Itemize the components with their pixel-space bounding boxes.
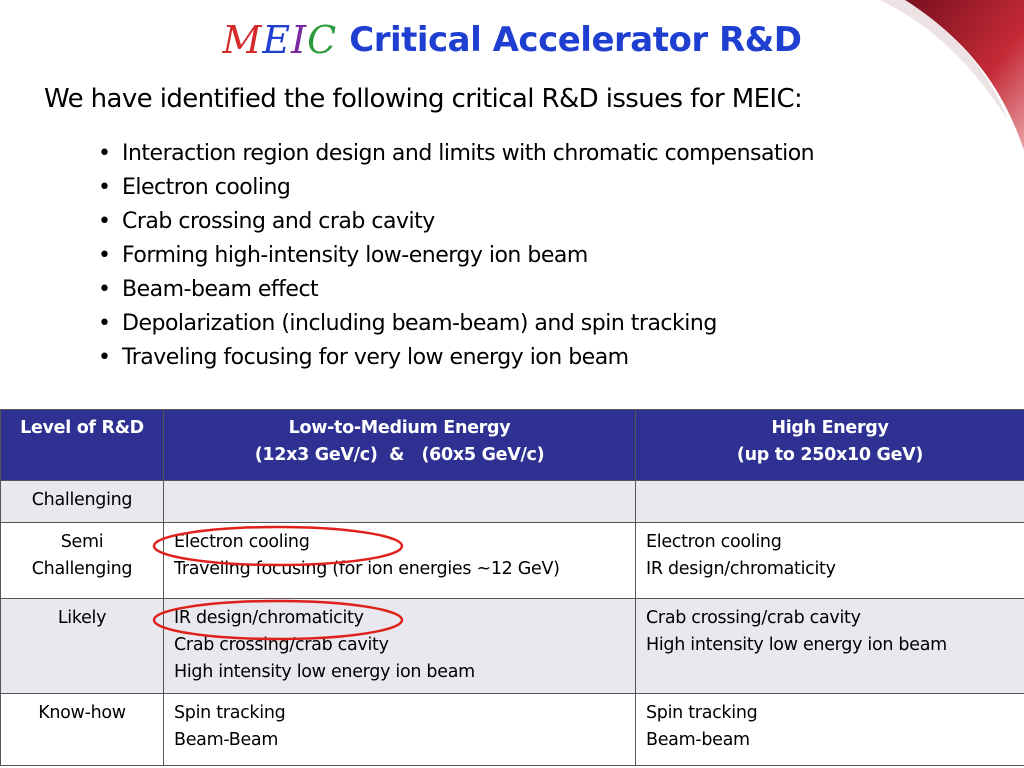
- list-item-text: Electron cooling: [122, 175, 291, 200]
- header-level: [1, 410, 164, 481]
- cell-text: Spin tracking: [646, 703, 758, 723]
- level-text: Likely: [57, 608, 107, 628]
- bullet-icon: •: [98, 345, 111, 370]
- list-item-text: Forming high-intensity low-energy ion beam: [122, 243, 588, 268]
- high-energy-cell: [636, 481, 1024, 523]
- cell-text: Crab crossing/crab cavity: [646, 608, 861, 628]
- list-item-text: Beam-beam effect: [122, 277, 319, 302]
- cell-text: Spin tracking: [174, 703, 286, 723]
- list-item: [96, 137, 814, 171]
- cell-text: High intensity low energy ion beam: [646, 635, 947, 655]
- logo-letter-i: I: [291, 18, 308, 62]
- bullet-icon: •: [98, 277, 111, 302]
- cell-text: Electron cooling: [646, 532, 782, 552]
- level-cell: [1, 523, 164, 599]
- cell-text: IR design/chromaticity: [646, 559, 836, 579]
- rd-level-table: [0, 409, 1024, 766]
- high-energy-cell: [636, 694, 1024, 766]
- cell-text: Beam-beam: [646, 730, 750, 750]
- list-item: [96, 171, 814, 205]
- bullet-icon: •: [98, 141, 111, 166]
- bullet-icon: •: [98, 311, 111, 336]
- table-row: [1, 481, 1024, 523]
- cell-text: Electron cooling: [174, 532, 310, 552]
- list-item-text: Interaction region design and limits with chromatic compensation: [122, 141, 815, 166]
- cell-text: IR design/chromaticity: [174, 608, 364, 628]
- level-cell: [1, 481, 164, 523]
- low-energy-cell: [164, 523, 636, 599]
- list-item-text: Crab crossing and crab cavity: [122, 209, 435, 234]
- header-level-label: Level of R&D: [20, 418, 144, 438]
- header-low-energy: [164, 410, 636, 481]
- cell-text: Beam-Beam: [174, 730, 279, 750]
- level-text: Semi: [60, 532, 104, 552]
- list-item: [96, 205, 814, 239]
- issues-list: [96, 137, 814, 375]
- cell-text: High intensity low energy ion beam: [174, 662, 475, 682]
- bullet-icon: •: [98, 175, 111, 200]
- header-high-energy-subtitle: (up to 250x10 GeV): [736, 445, 924, 465]
- cell-text: Traveling focusing (for ion energies ~12 GeV): [174, 559, 560, 579]
- header-high-energy-title: High Energy: [771, 418, 889, 438]
- header-low-energy-title: Low-to-Medium Energy: [288, 418, 511, 438]
- meic-logo: [222, 18, 337, 62]
- level-cell: [1, 599, 164, 694]
- list-item: [96, 273, 814, 307]
- header-high-energy: [636, 410, 1024, 481]
- low-energy-cell: [164, 599, 636, 694]
- header-low-energy-subtitle: (12x3 GeV/c) & (60x5 GeV/c): [254, 445, 545, 465]
- logo-letter-e: E: [262, 18, 292, 62]
- logo-letter-m: M: [222, 18, 263, 62]
- logo-letter-c: C: [307, 18, 338, 62]
- high-energy-cell: [636, 599, 1024, 694]
- list-item-text: Traveling focusing for very low energy ion beam: [122, 345, 629, 370]
- table-row: [1, 694, 1024, 766]
- level-cell: [1, 694, 164, 766]
- bullet-icon: •: [98, 209, 111, 234]
- slide-title-row: [0, 14, 1024, 66]
- list-item: [96, 307, 814, 341]
- low-energy-cell: [164, 694, 636, 766]
- slide-title: Critical Accelerator R&D: [349, 20, 802, 60]
- list-item: [96, 239, 814, 273]
- list-item-text: Depolarization (including beam-beam) and spin tracking: [122, 311, 717, 336]
- low-energy-cell: [164, 481, 636, 523]
- list-item: [96, 341, 814, 375]
- level-text: Challenging: [31, 490, 133, 510]
- level-text: Challenging: [31, 559, 133, 579]
- intro-text: We have identified the following critical R&D issues for MEIC:: [44, 84, 803, 114]
- cell-text: Crab crossing/crab cavity: [174, 635, 389, 655]
- bullet-icon: •: [98, 243, 111, 268]
- table-row: [1, 599, 1024, 694]
- table-row: [1, 523, 1024, 599]
- level-text: Know-how: [38, 703, 126, 723]
- table-header-row: [1, 410, 1024, 481]
- high-energy-cell: [636, 523, 1024, 599]
